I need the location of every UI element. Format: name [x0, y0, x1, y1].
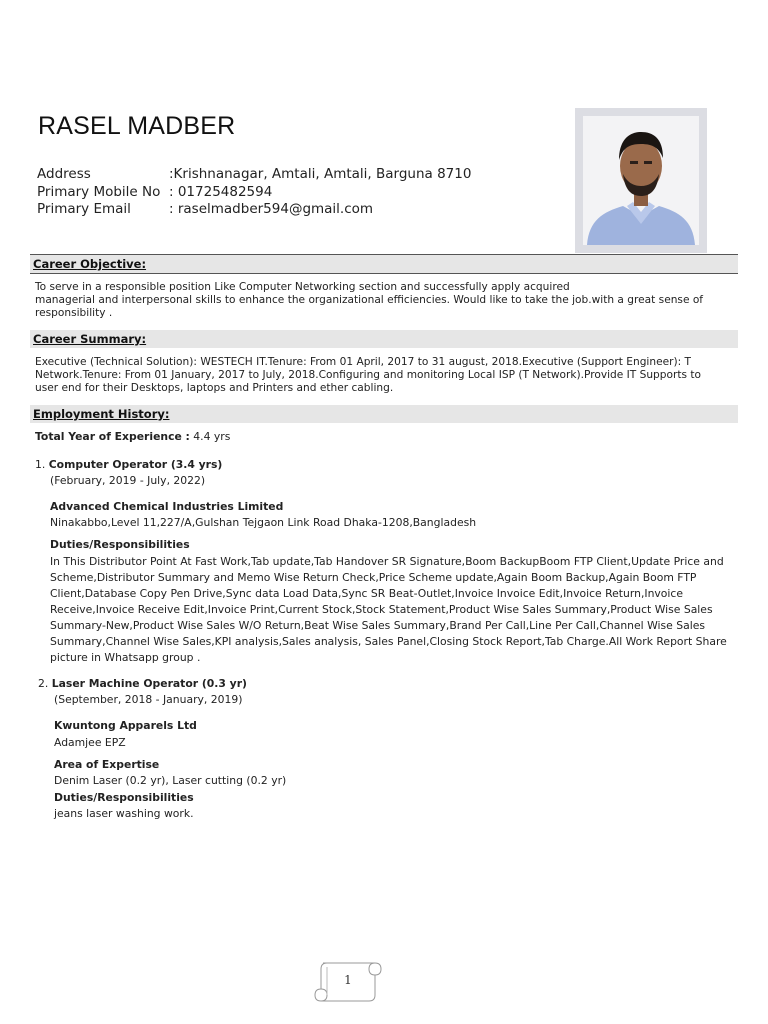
text-line: Summary-New,Product Wise Sales W/O Return,Beat Wise Sales Summary,Brand Per Call,Line Per Call,Channel Wise Sales — [50, 619, 705, 632]
profile-photo-frame — [575, 108, 707, 253]
total-experience — [35, 429, 230, 445]
contact-block — [37, 166, 471, 219]
text-line: Client,Database Copy Pen Drive,Sync data Load Data,Sync SR Beat-Outlet,Invoice Invoice Edit,Invoice Return,Invoice — [50, 587, 683, 600]
career-summary-bar — [30, 330, 738, 348]
page-number: 1 — [344, 973, 352, 987]
text-line: picture in Whatsapp group . — [50, 651, 201, 664]
text-line: To serve in a responsible position Like Computer Networking section and successfully apply acquired — [35, 281, 570, 293]
text-line: Executive (Technical Solution): WESTECH IT.Tenure: From 01 April, 2017 to 31 august, 2018.Executive (Support Engineer): T — [35, 356, 692, 368]
duties-heading: Duties/Responsibilities — [50, 538, 190, 551]
job-number: 2. — [38, 677, 49, 690]
mobile-value: : 01725482594 — [169, 183, 273, 200]
career-objective-text — [35, 281, 735, 320]
career-summary-text — [35, 356, 735, 395]
text-line: managerial and interpersonal skills to enhance the organizational efficiencies. Would like to take the job.with a great sense of — [35, 294, 704, 306]
employment-history-heading: Employment History: — [33, 407, 170, 421]
career-objective-heading: Career Objective: — [33, 257, 147, 271]
expertise-heading: Area of Expertise — [54, 758, 160, 771]
company-name: Kwuntong Apparels Ltd — [54, 719, 197, 732]
company-location: Adamjee EPZ — [54, 736, 126, 749]
job-2-header — [38, 676, 247, 692]
career-objective-bar — [30, 255, 738, 273]
email-row — [37, 201, 471, 219]
total-experience-value: 4.4 yrs — [189, 430, 231, 443]
job-title: Computer Operator (3.4 yrs) — [48, 458, 223, 471]
job-number: 1. — [35, 458, 46, 471]
total-experience-label: Total Year of Experience : — [35, 430, 190, 443]
text-line: In This Distributor Point At Fast Work,Tab update,Tab Handover SR Signature,Boom BackupBoom FTP Client,Update Price and — [50, 555, 724, 568]
page-number-scroll — [313, 955, 383, 1005]
company-location: Ninakabbo,Level 11,227/A,Gulshan Tejgaon Link Road Dhaka-1208,Bangladesh — [50, 516, 477, 529]
mobile-label: Primary Mobile No — [37, 183, 161, 200]
profile-photo — [583, 116, 699, 245]
text-line: Network.Tenure: From 01 January, 2017 to July, 2018.Configuring and monitoring Local ISP (T Network).Provide IT Supports to — [35, 369, 702, 381]
duties-heading: Duties/Responsibilities — [54, 791, 194, 804]
address-label: Address — [37, 166, 91, 182]
mobile-row — [37, 184, 471, 202]
text-line: responsibility . — [35, 307, 113, 319]
duties-text — [50, 554, 740, 666]
duties-text: jeans laser washing work. — [54, 807, 194, 820]
address-row — [37, 166, 471, 184]
candidate-name: RASEL MADBER — [38, 112, 236, 140]
expertise-value: Denim Laser (0.2 yr), Laser cutting (0.2 yr) — [54, 774, 287, 787]
person-photo-icon — [583, 116, 699, 245]
job-period: (September, 2018 - January, 2019) — [54, 693, 243, 706]
company-name: Advanced Chemical Industries Limited — [50, 500, 284, 513]
text-line: Receive,Invoice Receive Edit,Invoice Print,Current Stock,Stock Statement,Product Wise Sales Summary,Product Wise Sales — [50, 603, 713, 616]
job-1-header — [35, 457, 222, 473]
text-line: Scheme,Distributor Summary and Memo Wise Return Check,Price Scheme update,Again Boom Backup,Again Boom FTP — [50, 571, 697, 584]
career-summary-heading: Career Summary: — [33, 332, 147, 346]
job-period: (February, 2019 - July, 2022) — [50, 474, 206, 487]
text-line: Summary,Channel Wise Sales,KPI analysis,Sales analysis, Sales Panel,Closing Stock Report,Tab Charge.All Work Report Share — [50, 635, 727, 648]
job-title: Laser Machine Operator (0.3 yr) — [51, 677, 247, 690]
employment-history-bar — [30, 405, 738, 423]
email-value: : raselmadber594@gmail.com — [169, 201, 374, 217]
text-line: user end for their Desktops, laptops and Printers and ether cabling. — [35, 382, 394, 394]
address-value: :Krishnanagar, Amtali, Amtali, Barguna 8710 — [169, 166, 472, 182]
divider-line — [30, 273, 738, 274]
email-label: Primary Email — [37, 201, 131, 217]
